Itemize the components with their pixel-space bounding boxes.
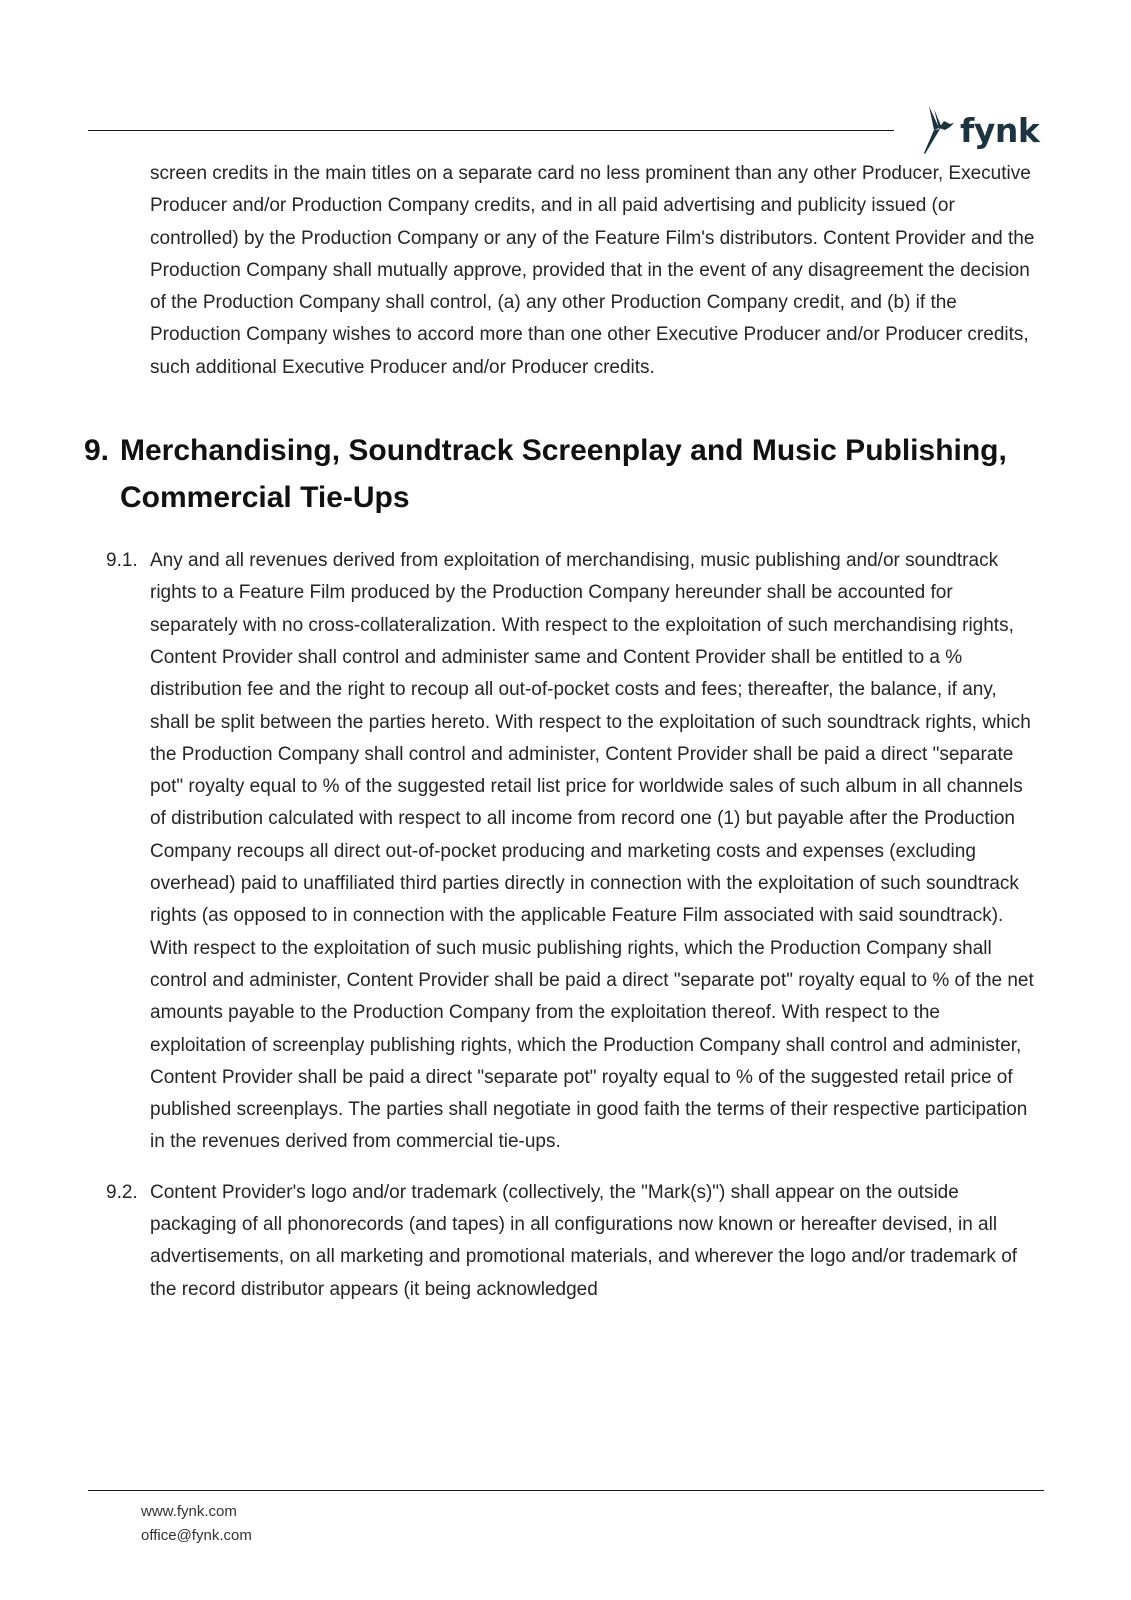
footer <box>141 1500 252 1548</box>
section-heading <box>84 428 1038 521</box>
clause-number: 9.1. <box>106 550 138 572</box>
section-title: Merchandising, Soundtrack Screenplay and Music Publishing, Commercial Tie-Ups <box>120 434 1007 514</box>
clause-9-2 <box>88 1177 1038 1306</box>
header-divider <box>88 130 894 131</box>
clause-text: Content Provider's logo and/or trademark (collectively, the "Mark(s)") shall appear on the outside packaging of all phonorecords (and tapes) in all configurations now known or hereafter devised, in all advertisements, on all marketing and promotional materials, and wherever the logo and/or trademark of the record distributor appears (it being acknowledged <box>150 1181 1018 1300</box>
footer-website-link[interactable]: www.fynk.com <box>141 1503 237 1520</box>
clause-9-1 <box>88 545 1038 1159</box>
section-number: 9. <box>84 434 110 468</box>
clause-text: Any and all revenues derived from exploitation of merchandising, music publishing and/or soundtrack rights to a Feature Film produced by the Production Company hereunder shall be accounted for separately with no cross-collateralization. With respect to the exploitation of such merchandising rights, Content Provider shall control and administer same and Content Provider shall be entitled to a % distribution fee and the right to recoup all out-of-pocket costs and fees; thereafter, the balance, if any, shall be split between the parties hereto. With respect to the exploitation of such soundtrack rights, which the Production Company shall control and administer, Content Provider shall be paid a direct "separate pot" royalty equal to % of the suggested retail list price for worldwide sales of such album in all channels of distribution calculated with respect to all income from record one (1) but payable after the Production Company recoups all direct out-of-pocket producing and marketing costs and expenses (excluding overhead) paid to unaffiliated third parties directly in connection with the exploitation of such soundtrack rights (as opposed to in connection with the applicable Feature Film associated with said soundtrack). With respect to the exploitation of such music publishing rights, which the Production Company shall control and administer, Content Provider shall be paid a direct "separate pot" royalty equal to % of the net amounts payable to the Production Company from the exploitation thereof. With respect to the exploitation of screenplay publishing rights, which the Production Company shall control and administer, Content Provider shall be paid a direct "separate pot" royalty equal to % of the suggested retail price of published screenplays. The parties shall negotiate in good faith the terms of their respective participation in the revenues derived from commercial tie-ups. <box>150 550 1034 1153</box>
carryover-paragraph: screen credits in the main titles on a separate card no less prominent than any other Producer, Executive Producer and/or Production Company credits, and in all paid advertising and publicity issued (or controlled) by the Production Company or any of the Feature Film's distributors. Content Provider and the Production Company shall mutually approve, provided that in the event of any disagreement the decision of the Production Company shall control, (a) any other Production Company credit, and (b) if the Production Company wishes to accord more than one other Executive Producer and/or Producer credits, such additional Executive Producer and/or Producer credits. <box>150 163 1035 378</box>
document-body <box>84 158 1038 1306</box>
brand-name: fynk <box>960 110 1040 150</box>
bird-logo-icon <box>920 104 958 156</box>
clause-number: 9.2. <box>106 1181 138 1203</box>
footer-divider <box>88 1490 1044 1491</box>
footer-email-link[interactable]: office@fynk.com <box>141 1527 252 1544</box>
brand-logo <box>920 104 1039 156</box>
